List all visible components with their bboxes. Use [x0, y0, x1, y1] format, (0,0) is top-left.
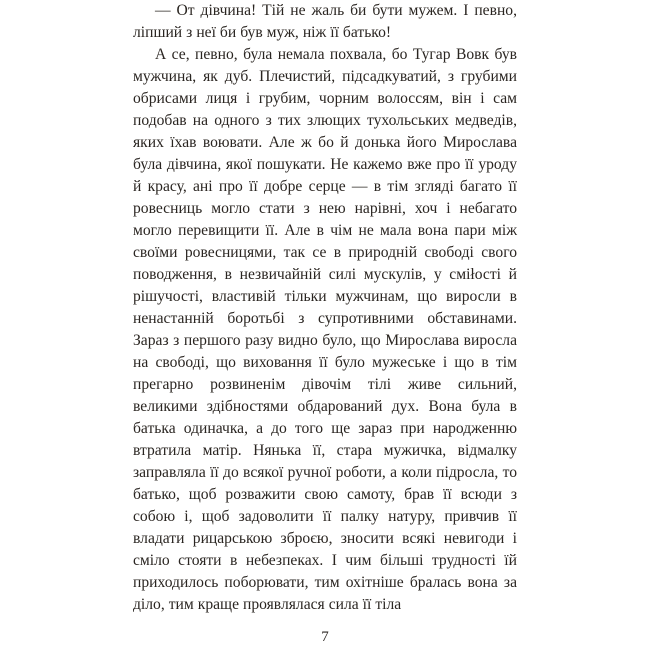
- paragraph-1: — От дівчина! Тій не жаль би бути мужем. І певно, ліпший з неї би був муж, ніж її батько!: [133, 2, 517, 41]
- paragraph-2: А се, певно, була немала похвала, бо Тугар Вовк був мужчина, як дуб. Плечистий, підсадкуватий, з грубими обрисами лиця і грубим, чорним волоссям, він і сам подобав на одного з тих злющих тухольських медведів, яких їхав воювати. Але ж бо й донька його Мирослава була дівчина, якої пошукати. Не кажемо вже про її уроду й красу, ані про її добре серце — в тім згляді багато її ровесниць могло стати з нею нарівні, хоч і небагато могло перевищити її. Але в чім не мала вона пари між своїми ровесницями, так се в природній свободі свого поводження, в незвичайній силі мускулів, у сміłості й рішучості, властивій тільки мужчинам, що виросли в ненастанній боротьбі з супротивними обставинами. Зараз з першого разу видно було, що Мирослава виросла на свободі, що виховання її було мужеське і що в тім прегарно розвиненім дівочім тілі живе сильний, великими здібностями обдарований дух. Вона була в батька одиначка, а до того ще зараз при народженню втратила матір. Нянька її, стара мужичка, відмалку заправляла її до всякої ручної роботи, а коли підросла, то батько, щоб розважити свою самоту, брав її всюди з собою і, щоб задоволити її палку натуру, привчив її владати рицарською зброєю, зносити всякі невигоди і сміло стояти в небезпеках. І чим більші трудності їй приходилось поборювати, тим охітніше бралась вона за діло, тим краще проявлялася сила її тіла: [133, 46, 517, 613]
- body-text-column: [133, 0, 517, 616]
- page-number: 7: [321, 629, 329, 645]
